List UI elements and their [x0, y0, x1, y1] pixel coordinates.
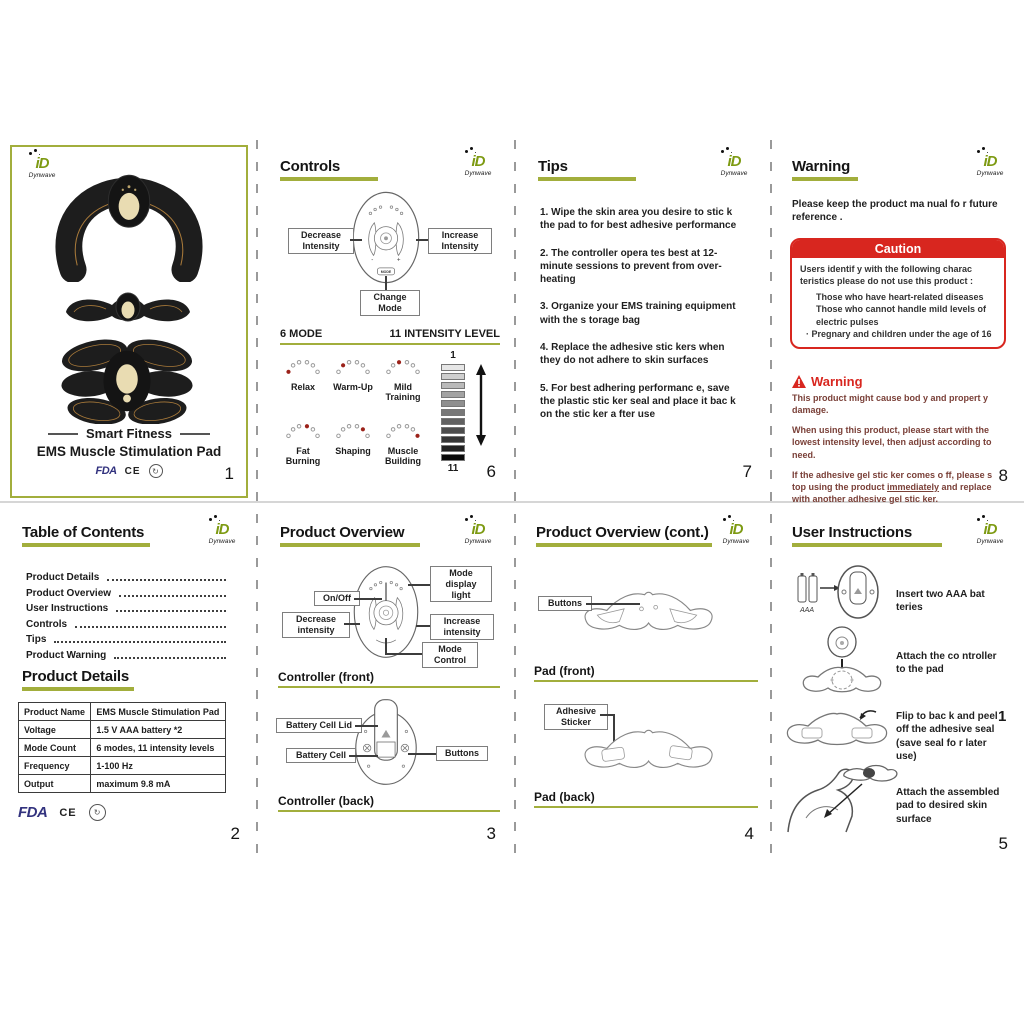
mode-icon [331, 427, 375, 444]
dynwave-mark: iD [216, 522, 229, 537]
caution-header: Caution [792, 240, 1004, 258]
brand-name: Dynwave [28, 172, 56, 179]
brand-logo [714, 522, 758, 546]
mode-item [378, 418, 428, 467]
mode-label: Relax [290, 382, 316, 392]
section-rule [534, 806, 758, 808]
tip-item: 5. For best adhering performanc e, save the plastic stic ker seal and place it bac k on the stic ker a fter use [540, 382, 736, 421]
mode-item [328, 418, 378, 456]
toc-leader [107, 579, 226, 581]
page-title: Warning [792, 158, 851, 175]
toc-list [26, 572, 226, 665]
page-title: Product Overview [280, 524, 405, 541]
step-text: Attach the co ntroller to the pad [896, 651, 997, 676]
mode-item [278, 418, 328, 467]
section-rule [534, 680, 758, 682]
spec-key: Product Name [19, 703, 91, 721]
page-title: Tips [538, 158, 568, 175]
pad-back-caption: Pad (back) [534, 790, 595, 804]
page-title: Controls [280, 158, 341, 175]
page-number: 2 [230, 824, 240, 843]
mode-control-label: Mode Control [422, 642, 478, 668]
toc-leader [75, 626, 226, 628]
fda-logo: FDA [18, 804, 48, 821]
connector-line [586, 603, 640, 605]
mode-label: Shaping [335, 446, 371, 456]
pad-back-diagram [580, 726, 714, 774]
warning-subheader-text: Warning [811, 374, 863, 389]
buttons-label: Buttons [538, 596, 592, 611]
mode-label: Mild Training [385, 382, 421, 403]
connector-line [350, 239, 362, 241]
title-underline [792, 177, 858, 181]
spec-value: 1-100 Hz [91, 757, 226, 775]
intensity-top-label: 1 [450, 350, 456, 361]
intensity-level-bar [441, 454, 465, 461]
toc-leader [119, 595, 226, 597]
spec-value: maximum 9.8 mA [91, 775, 226, 793]
brand-name: Dynwave [722, 538, 750, 545]
pad-front-diagram [580, 588, 714, 636]
toc-row [26, 634, 226, 645]
brand-name: Dynwave [720, 170, 748, 177]
sparkle-dots-icon [977, 150, 980, 153]
controller-front-diagram [351, 190, 421, 285]
warning-paragraph: This product might cause bod y and propert y damage. [792, 393, 989, 416]
mode-item [328, 354, 378, 392]
brand-name: Dynwave [464, 538, 492, 545]
panel-overview-cont [516, 508, 770, 860]
toc-label: Controls [26, 618, 68, 630]
warning-paragraph: When using this product, please start with the lowest intensity level, then adjust according to need. [792, 425, 992, 460]
toc-leader [116, 610, 226, 612]
page-number: 3 [486, 824, 496, 843]
brand-logo [968, 522, 1012, 546]
section-rule [278, 686, 500, 688]
connector-line [385, 638, 387, 654]
toc-label: User Instructions [26, 603, 109, 614]
page-number: 5 [998, 834, 1008, 853]
intensity-bottom-label: 11 [447, 463, 459, 474]
intensity-level-bar [441, 427, 465, 434]
front-caption: Controller (front) [278, 670, 374, 684]
connector-line [600, 714, 614, 716]
fda-logo: FDA [95, 465, 117, 477]
mode-icon [281, 363, 325, 380]
mode-grid [278, 354, 434, 403]
spec-value: 1.5 V AAA battery *2 [91, 721, 226, 739]
section-rule [278, 810, 500, 812]
mode-grid [278, 418, 434, 467]
increase-intensity-label: Increase intensity [430, 614, 494, 640]
title-underline [280, 177, 378, 181]
cover-title-row [0, 426, 258, 441]
hip-trainer-illustration [46, 166, 212, 282]
title-dash [48, 433, 78, 435]
buttons-label: Buttons [436, 746, 488, 761]
intensity-level-bar [441, 436, 465, 443]
brand-logo [712, 154, 756, 178]
connector-line [349, 755, 378, 757]
dynwave-mark: iD [472, 154, 485, 169]
intensity-level-bar [441, 400, 465, 407]
controller-back-diagram [352, 696, 420, 788]
connector-line [355, 725, 378, 727]
cover-title: Smart Fitness [86, 426, 172, 441]
intensity-level-bar [441, 382, 465, 389]
spec-value: EMS Muscle Stimulation Pad [91, 703, 226, 721]
svg-text:MODE: MODE [380, 269, 392, 274]
mode-label: Muscle Building [385, 446, 421, 467]
title-underline [22, 543, 150, 547]
adhesive-sticker-label: Adhesive Sticker [544, 704, 608, 730]
double-arrow-icon [474, 364, 488, 446]
change-mode-label: Change Mode [360, 290, 420, 316]
caution-item: · Pregnary and children under the age of 16 [806, 328, 992, 339]
battery-cell-label: Battery Cell [286, 748, 356, 763]
attach-to-skin-illustration [782, 762, 898, 834]
increase-intensity-label: Increase Intensity [428, 228, 492, 254]
brand-logo [200, 522, 244, 546]
intensity-level-bar [441, 391, 465, 398]
panel-tips [516, 140, 770, 502]
caution-item: Those who have heart-related diseases [816, 292, 984, 303]
sparkle-dots-icon [29, 152, 32, 155]
toc-leader [114, 657, 226, 659]
tips-list [540, 206, 744, 436]
connector-line [344, 623, 360, 625]
toc-label: Product Warning [26, 649, 107, 661]
keep-manual-note: Please keep the product ma nual fo r future reference . [792, 199, 998, 224]
dynwave-mark: iD [728, 154, 741, 169]
dynwave-mark: iD [36, 156, 49, 171]
connector-line [385, 276, 387, 290]
panel-contents [0, 508, 258, 860]
attach-controller-illustration [798, 626, 886, 698]
page-number: 8 [998, 466, 1008, 485]
spec-key: Output [19, 775, 91, 793]
caution-body [792, 258, 1004, 347]
svg-text:-: - [371, 256, 374, 264]
ce-mark: CE [124, 465, 141, 477]
sparkle-dots-icon [209, 518, 212, 521]
connector-line [416, 239, 428, 241]
title-underline [22, 687, 134, 691]
brand-name: Dynwave [208, 538, 236, 545]
title-underline [792, 543, 942, 547]
connector-line [408, 753, 436, 755]
certifications [0, 464, 258, 478]
spec-key: Frequency [19, 757, 91, 775]
ce-mark: CE [59, 806, 77, 819]
spec-value: 6 modes, 11 intensity levels [91, 739, 226, 757]
page-title: User Instructions [792, 524, 912, 541]
spec-key: Voltage [19, 721, 91, 739]
pad-front-caption: Pad (front) [534, 664, 595, 678]
intensity-scale [438, 350, 468, 474]
tip-item: 4. Replace the adhesive stic kers when they do not adhere to skin surfaces [540, 342, 725, 367]
intensity-bar [438, 364, 468, 461]
section-title: Product Details [22, 668, 130, 685]
sparkle-dots-icon [723, 518, 726, 521]
title-dash [180, 433, 210, 435]
title-underline [536, 543, 712, 547]
dynwave-mark: iD [730, 522, 743, 537]
spec-table [18, 702, 226, 793]
step-text: Insert two AAA bat teries [896, 589, 985, 614]
small-pad-illustration [58, 286, 198, 332]
panel-controls [258, 140, 514, 502]
table-row [19, 721, 226, 739]
caution-item: Those who cannot handle mild levels of electric pulses [816, 304, 987, 327]
mode-label: Warm-Up [333, 382, 373, 392]
table-row [19, 775, 226, 793]
brand-name: Dynwave [464, 170, 492, 177]
caution-box [790, 238, 1006, 349]
page-number: 6 [486, 462, 496, 481]
mode-icon [381, 427, 425, 444]
mode-item [278, 354, 328, 392]
table-row [19, 739, 226, 757]
intensity-header: 11 INTENSITY LEVEL [389, 328, 500, 340]
insert-batteries-illustration [788, 562, 888, 624]
mode-label: Fat Burning [285, 446, 321, 467]
panel-warning [772, 140, 1024, 502]
brand-logo [456, 522, 500, 546]
abs-pad-illustration [52, 330, 202, 424]
sparkle-dots-icon [721, 150, 724, 153]
mode-icon [281, 427, 325, 444]
recycle-mark-icon: ↻ [89, 804, 106, 821]
dynwave-mark: iD [984, 522, 997, 537]
mode-item [378, 354, 428, 403]
brand-name: Dynwave [976, 538, 1004, 545]
svg-text:AAA: AAA [799, 607, 815, 614]
mode-icon [331, 363, 375, 380]
step-text: Flip to bac k and peel off the adhesive seal (save seal fo r later use) [896, 711, 998, 762]
toc-row [26, 603, 226, 614]
sparkle-dots-icon [977, 518, 980, 521]
toc-label: Product Overview [26, 587, 112, 599]
intensity-level-bar [441, 418, 465, 425]
svg-text:+: + [396, 256, 401, 264]
brand-logo [968, 154, 1012, 178]
connector-line [385, 653, 422, 655]
intensity-level-bar [441, 409, 465, 416]
mode-icon [381, 363, 425, 380]
warning-paragraph: If the adhesive gel stic ker comes o ff, please s top using the product immediately and replace with another adhesive gel stic ker. [792, 469, 993, 504]
immediately-underlined: immediately [887, 481, 940, 492]
dynwave-mark: iD [984, 154, 997, 169]
tip-item: 1. Wipe the skin area you desire to stic k the pad to for best adhesive performance [540, 207, 737, 232]
page-number: 7 [742, 462, 752, 481]
toc-row [26, 588, 226, 599]
decrease-intensity-label: Decrease Intensity [288, 228, 354, 254]
toc-label: Product Details [26, 572, 100, 583]
panel-instructions [772, 508, 1024, 860]
title-underline [280, 543, 420, 547]
intensity-level-bar [441, 445, 465, 452]
certifications [18, 804, 106, 821]
mode-display-light-label: Mode display light [430, 566, 492, 602]
connector-line [408, 584, 430, 586]
table-row [19, 703, 226, 721]
sparkle-dots-icon [465, 518, 468, 521]
toc-label: Tips [26, 634, 47, 645]
mode-header: 6 MODE [280, 328, 323, 340]
toc-row [26, 619, 226, 630]
page-title: Table of Contents [22, 524, 145, 541]
page-number: 4 [744, 824, 754, 843]
page-title: Product Overview (cont.) [536, 524, 709, 541]
cover-subtitle: EMS Muscle Stimulation Pad [36, 444, 222, 459]
spec-key: Mode Count [19, 739, 91, 757]
toc-row [26, 650, 226, 661]
tip-item: 2. The controller opera tes best at 12-minute sessions to prevent from over-heating [540, 247, 722, 286]
toc-leader [54, 641, 226, 643]
connector-line [354, 598, 382, 600]
recycle-mark-icon: ↻ [149, 464, 163, 478]
section-rule [280, 343, 500, 345]
battery-cell-lid-label: Battery Cell Lid [276, 718, 362, 733]
connector-line [416, 625, 430, 627]
dynwave-mark: iD [472, 522, 485, 537]
brand-logo [456, 154, 500, 178]
caution-intro: Users identif y with the following charac teristics please do not use this product : [800, 264, 974, 287]
back-caption: Controller (back) [278, 794, 375, 808]
intensity-level-bar [441, 373, 465, 380]
warning-subheader [792, 374, 863, 389]
tip-item: 3. Organize your EMS training equipment with the s torage bag [540, 301, 736, 326]
sparkle-dots-icon [465, 150, 468, 153]
stray-page-number: 1 [998, 708, 1007, 725]
panel-cover [0, 140, 258, 502]
decrease-intensity-label: Decrease intensity [282, 612, 350, 638]
step-text: Attach the assembled pad to desired skin surface [896, 787, 1000, 825]
brand-name: Dynwave [976, 170, 1004, 177]
intensity-level-bar [441, 364, 465, 371]
on-off-label: On/Off [314, 591, 360, 606]
page-number: 1 [224, 464, 234, 483]
title-underline [538, 177, 636, 181]
table-row [19, 757, 226, 775]
peel-seal-illustration [782, 706, 892, 750]
panel-overview [258, 508, 514, 860]
warning-triangle-icon [792, 375, 806, 388]
toc-row [26, 572, 226, 583]
